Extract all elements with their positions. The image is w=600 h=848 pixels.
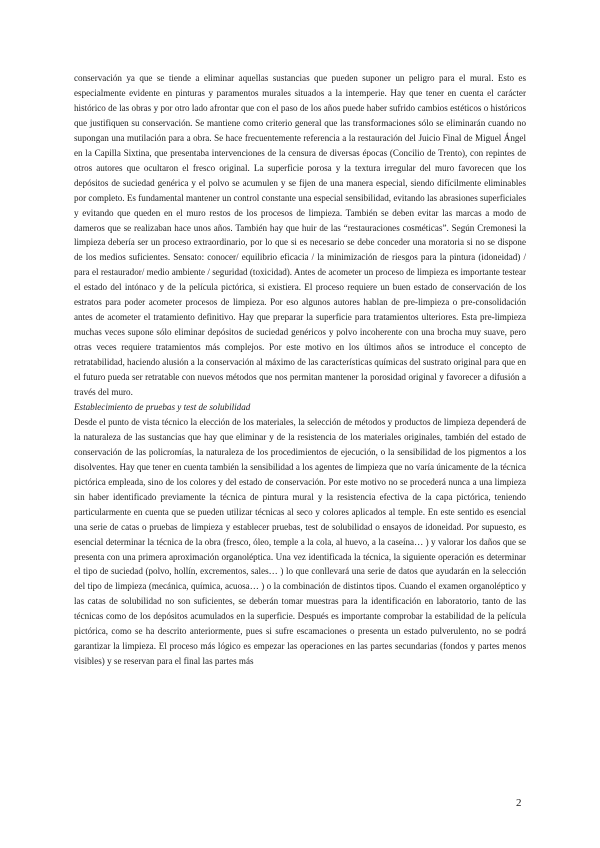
section-heading: Establecimiento de pruebas y test de solubilidad — [74, 401, 251, 412]
paragraph-solubility: Desde el punto de vista técnico la elección de los materiales, la selección de métodos y productos de limpieza dependerá de la naturaleza de las sustancias que hay que eliminar y de la resistencia de los materiales originales, también del estado de conservación de las policromías, la naturaleza de los procedimientos de ejecución, o la sensibilidad de los pigmentos a los disolventes. Hay que tener en cuenta también la sensibilidad a los agentes de limpieza que no varía únicamente de la técnica pictórica empleada, sino de los colores y del estado de conservación. Por este motivo no se procederá nunca a una limpieza sin haber identificado previamente la técnica de pintura mural y la resistencia efectiva de la capa pictórica, teniendo particularmente en cuenta que se pueden utilizar técnicas al seco y colores aplicados al temple. En este sentido es esencial una serie de catas o pruebas de limpieza y establecer pruebas, test de solubilidad o ensayos de idoneidad. Por supuesto, es esencial determinar la técnica de la obra (fresco, óleo, temple a la cola, al huevo, a la caseína… ) y valorar los daños que se presenta con una primera aproximación organoléptica. Una vez identificada la técnica, la siguiente operación es determinar el tipo de suciedad (polvo, hollín, excrementos, sales… ) lo que conllevará una serie de datos que ayudarán en la selección del tipo de limpieza (mecánica, química, acuosa… ) o la combinación de distintos tipos. Cuando el examen organoléptico y las catas de solubilidad no son suficientes, se deberán tomar muestras para la identificación en laboratorio, tanto de las técnicas como de los depósitos acumulados en la superficie. Después es importante comprobar la estabilidad de la película pictórica, como se ha descrito anteriormente, pues si sufre escamaciones o presenta un estado pulverulento, no se podrá garantizar la limpieza. El proceso más lógico es empezar las operaciones en las partes secundarias (fondos y partes menos visibles) y se reservan para el final las partes más — [74, 416, 526, 667]
paragraph-continuation: conservación ya que se tiende a eliminar aquellas sustancias que pueden suponer un peligro para el mural. Esto es especialmente evidente en pinturas y paramentos murales situados a la intemperie. Hay que tener en cuenta el carácter histórico de las obras y por otro lado afrontar que con el paso de los años puede haber sufrido cambios estéticos o históricos que justifiquen su conservación. Se mantiene como criterio general que las transformaciones sólo se eliminarán cuando no supongan una mutilación para a obra. Se hace frecuentemente referencia a la restauración del Juicio Final de Miguel Ángel en la Capilla Sixtina, que presentaba intervenciones de la censura de diversas épocas (Concilio de Trento), con repintes de otros autores que ocultaron el fresco original. La superficie porosa y la textura irregular del muro favorecen que los depósitos de suciedad genérica y el polvo se acumulen y se fijen de una manera especial, siendo difícilmente eliminables por completo. Es fundamental mantener un control constante una especial sensibilidad, evitando las abrasiones superficiales y evitando que queden en el muro restos de los procesos de limpieza. También se deben evitar las marcas a modo de dameros que se realizaban hace unos años. También hay que huir de las “restauraciones cosméticas”. Según Cremonesi la limpieza debería ser un proceso extraordinario, por lo que si es necesario se debe conceder una moratoria si no se dispone de los medios suficientes. Sensato: conocer/ equilibrio eficacia / la minimización de riesgos para la pintura (idoneidad) / para el restaurador/ medio ambiente / seguridad (toxicidad). Antes de acometer un proceso de limpieza es importante testear el estado del intónaco y de la película pictórica, si existiera. El proceso requiere un buen estado de conservación de los estratos para poder acometer procesos de limpieza. Por eso algunos autores hablan de pre-limpieza o pre-consolidación antes de acometer el tratamiento definitivo. Hay que preparar la superficie para tratamientos ulteriores. Esta pre-limpieza muchas veces supone sólo eliminar depósitos de suciedad genéricos y polvo incoherente con una brocha muy suave, pero otras veces requiere tratamientos más complejos. Por este motivo en los últimos años se introduce el concepto de retratabilidad, haciendo alusión a la conservación al máximo de las características químicas del sustrato original para que en el futuro pueda ser retratable con nuevos métodos que nos permitan mantener la porosidad original y favorecer a difusión a través del muro. — [74, 73, 526, 398]
page-number: 2 — [516, 797, 522, 809]
page-body — [74, 71, 526, 669]
